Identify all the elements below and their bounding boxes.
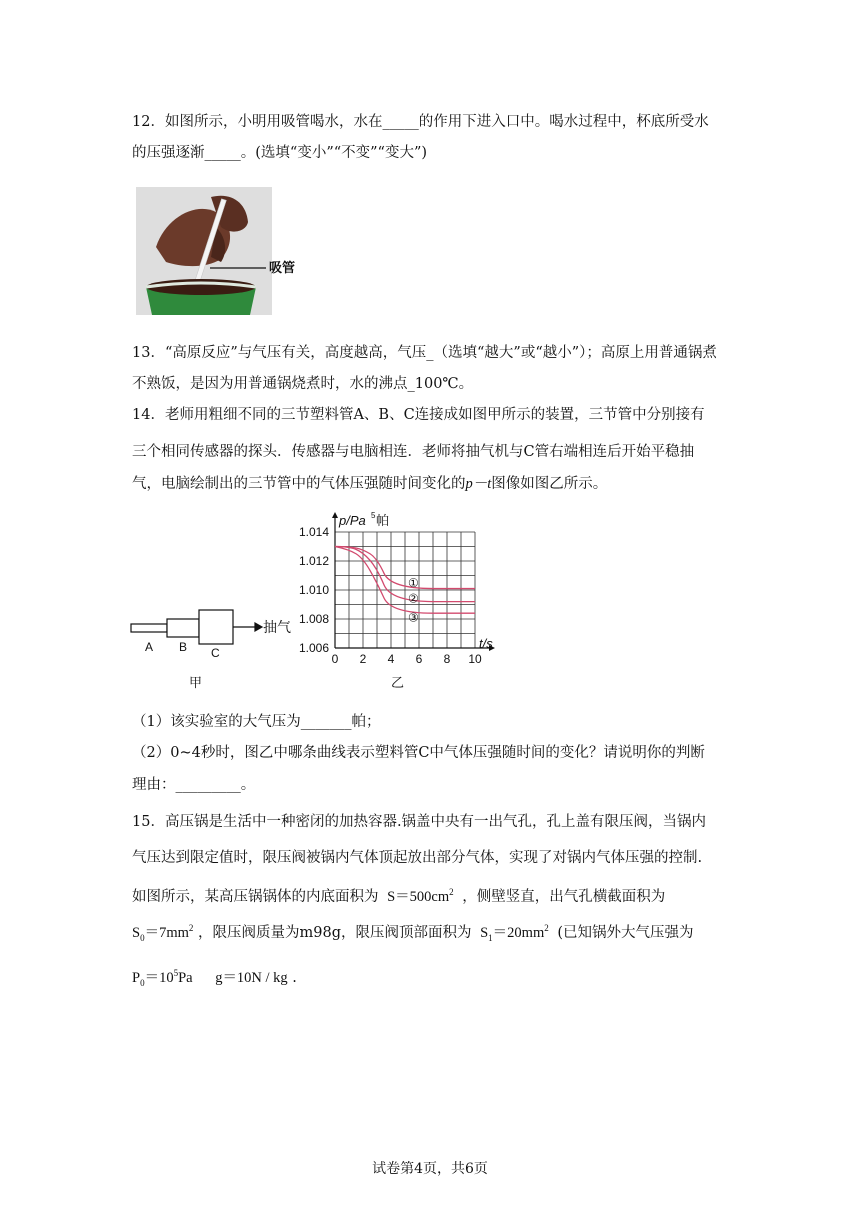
q15-line2: 气压达到限定值时，限压阀被锅内气体顶起放出部分气体，实现了对锅内气体压强的控制. [132, 850, 703, 866]
q14-sub2-line1: （2）0~4秒时，图乙中哪条曲线表示塑料管C中气体压强随时间的变化？请说明你的判断 [132, 745, 705, 761]
curve-label-2: ② [408, 591, 419, 606]
y-tick-label: 1.010 [298, 583, 329, 597]
y-tick-label: 1.006 [298, 641, 329, 655]
y-axis-exp: 5 [371, 511, 376, 520]
q13-line1: 13．“高原反应”与气压有关，高度越高，气压_（选填“越大”或“越小”）；高原上用普通锅煮 [132, 345, 717, 361]
y-axis-arrow [332, 512, 338, 518]
x-tick-label: 0 [331, 652, 339, 666]
tube-c [199, 610, 233, 644]
tube-apparatus [131, 610, 262, 644]
figure-14 [125, 505, 505, 695]
x-tick-label: 6 [415, 652, 423, 666]
q14-line2: 三个相同传感器的探头．传感器与电脑相连．老师将抽气机与C管右端相连后开始平稳抽 [132, 444, 695, 460]
x-tick-label: 10 [468, 652, 482, 666]
q14-line3: 气，电脑绘制出的三节管中的气体压强随时间变化的p－t图像如图乙所示。 [132, 476, 608, 492]
x-tick-label: 4 [387, 652, 395, 666]
x-tick-label: 8 [443, 652, 451, 666]
y-axis-unit: 帕 [376, 513, 390, 528]
x-axis-label: t/s [479, 636, 493, 651]
caption-yi: 乙 [391, 675, 405, 690]
pump-label: 抽气 [263, 619, 291, 635]
q15-line1: 15．高压锅是生活中一种密闭的加热容器.锅盖中央有一出气孔，孔上盖有限压阀，当锅内 [132, 814, 707, 830]
curve-label-3: ③ [408, 610, 419, 625]
y-tick-label: 1.012 [298, 554, 329, 568]
y-tick-label: 1.014 [298, 525, 329, 539]
q14-line1: 14．老师用粗细不同的三节塑料管A、B、C连接成如图甲所示的装置，三节管中分别接有 [132, 407, 705, 423]
pressure-time-chart [299, 512, 495, 666]
curve-label-1: ① [408, 575, 419, 590]
page-footer: 试卷第4页，共6页 [372, 1161, 488, 1177]
q13-line2: 不熟饭，是因为用普通锅烧煮时，水的沸点_100℃。 [132, 376, 474, 392]
y-tick-label: 1.008 [298, 612, 329, 626]
q15-line5: $P_0=10^5Pa$ g＝10N / kg . [132, 968, 297, 988]
label-c: C [211, 646, 220, 660]
q12-line2: 的压强逐渐_____。(选填“变小”“不变”“变大”) [132, 145, 428, 161]
q15-line3: 如图所示，某高压锅锅体的内底面积为 $S=500cm^2$ ，侧壁竖直，出气孔横截面积为 [132, 887, 666, 905]
tube-b [167, 619, 199, 637]
q14-sub1: （1）该实验室的大气压为_______帕； [132, 714, 381, 730]
tube-a [131, 624, 167, 632]
y-axis-label: p/Pa [339, 513, 366, 528]
straw-label: 吸管 [269, 260, 296, 275]
label-a: A [145, 640, 154, 654]
x-tick-label: 2 [359, 652, 367, 666]
straw-photo [136, 187, 300, 315]
q15-line4: $S_0=7mm^2$ ，限压阀质量为m98g，限压阀顶部面积为 $S_1=20mm^2$ (已知锅外大气压强为 [132, 923, 694, 943]
caption-jia: 甲 [189, 675, 203, 690]
label-b: B [179, 640, 188, 654]
q12-line1: 12．如图所示，小明用吸管喝水，水在_____的作用下进入口中。喝水过程中，杯底所受水 [132, 114, 709, 130]
q14-sub2-line2: 理由：_________。 [132, 777, 256, 793]
